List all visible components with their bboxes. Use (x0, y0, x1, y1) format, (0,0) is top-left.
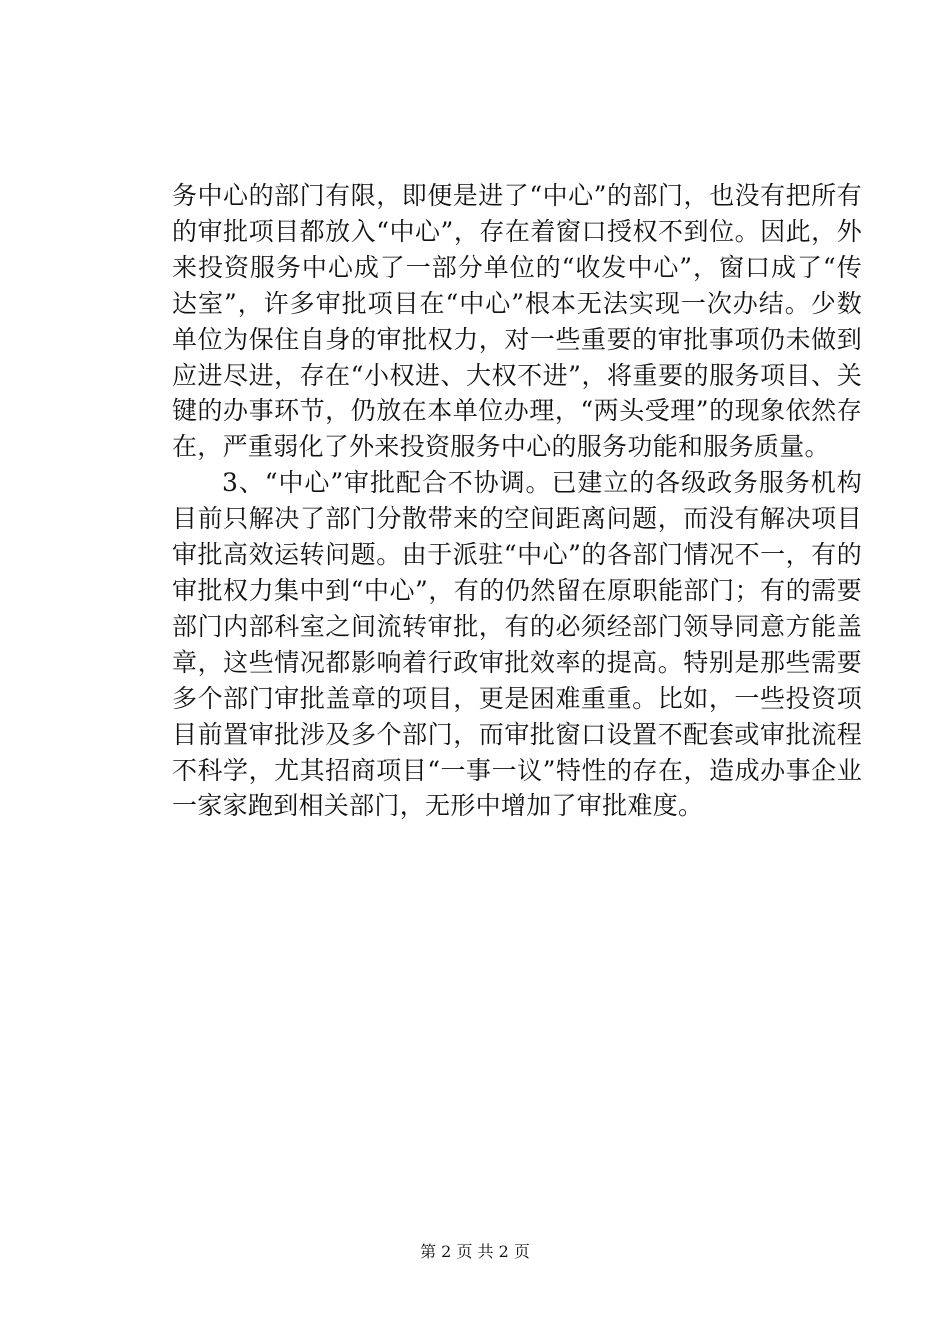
page-footer: 第 2 页 共 2 页 (420, 1242, 530, 1261)
document-body (172, 178, 862, 824)
paragraph-section-3: 3、“中心”审批配合不协调。已建立的各级政务服务机构目前只解决了部门分散带来的空间距离问题，而没有解决项目审批高效运转问题。由于派驻“中心”的各部门情况不一，有的审批权力集中到“中心”，有的仍然留在原职能部门；有的需要部门内部科室之间流转审批，有的必须经部门领导同意方能盖章，这些情况都影响着行政审批效率的提高。特别是那些需要多个部门审批盖章的项目，更是困难重重。比如，一些投资项目前置审批涉及多个部门，而审批窗口设置不配套或审批流程不科学，尤其招商项目“一事一议”特性的存在，造成办事企业一家家跑到相关部门，无形中增加了审批难度。 (172, 468, 862, 821)
paragraph-continuation: 务中心的部门有限，即便是进了“中心”的部门，也没有把所有的审批项目都放入“中心”，存在着窗口授权不到位。因此，外来投资服务中心成了一部分单位的“收发中心”，窗口成了“传达室”，许多审批项目在“中心”根本无法实现一次办结。少数单位为保住自身的审批权力，对一些重要的审批事项仍未做到应进尽进，存在“小权进、大权不进”，将重要的服务项目、关键的办事环节，仍放在本单位办理，“两头受理”的现象依然存在，严重弱化了外来投资服务中心的服务功能和服务质量。 (172, 181, 862, 462)
